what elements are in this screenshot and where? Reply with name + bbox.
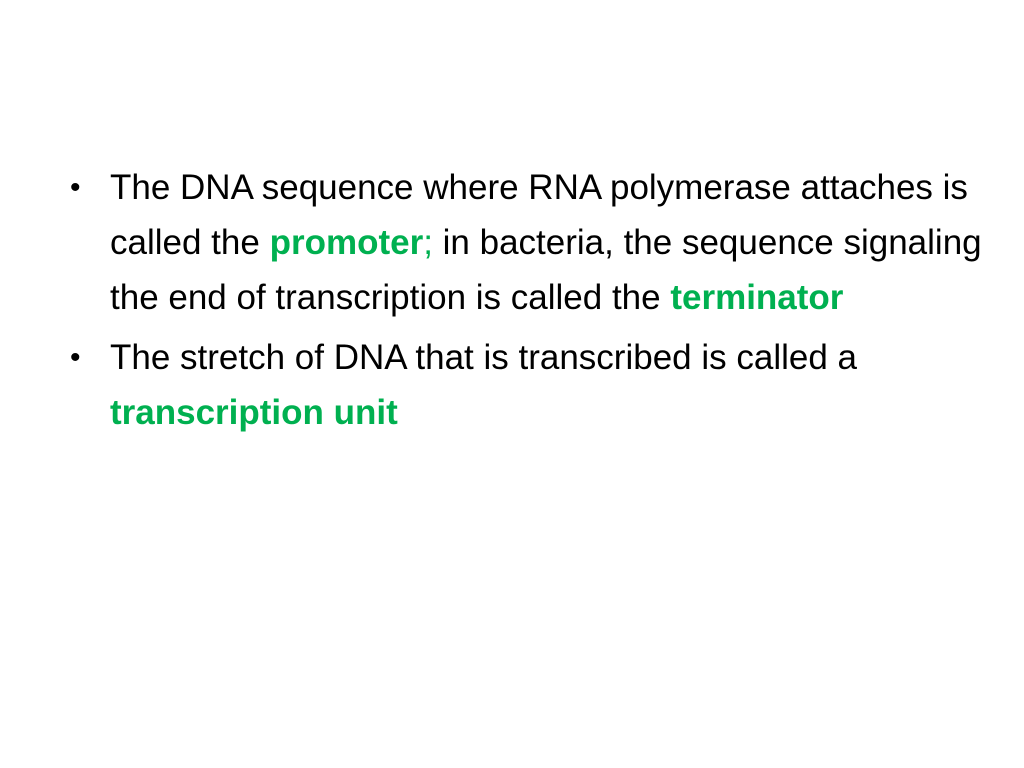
term-terminator: terminator bbox=[670, 278, 844, 317]
bullet-text: The stretch of DNA that is transcribed is called a bbox=[110, 338, 857, 377]
bullet-icon: • bbox=[70, 341, 81, 374]
bullet-text: in bacteria, the sequence signaling the end of transcription is called the bbox=[110, 223, 982, 317]
semicolon: ; bbox=[423, 223, 433, 262]
bullet-item-transcription-unit bbox=[70, 330, 1010, 440]
bullet-list bbox=[70, 160, 1010, 445]
bullet-item-promoter bbox=[70, 160, 1010, 325]
term-transcription-unit: transcription unit bbox=[110, 393, 398, 432]
bullet-text: The DNA sequence where RNA polymerase attaches is called the bbox=[110, 168, 968, 262]
bullet-icon: • bbox=[70, 171, 81, 204]
term-promoter: promoter bbox=[269, 223, 424, 262]
